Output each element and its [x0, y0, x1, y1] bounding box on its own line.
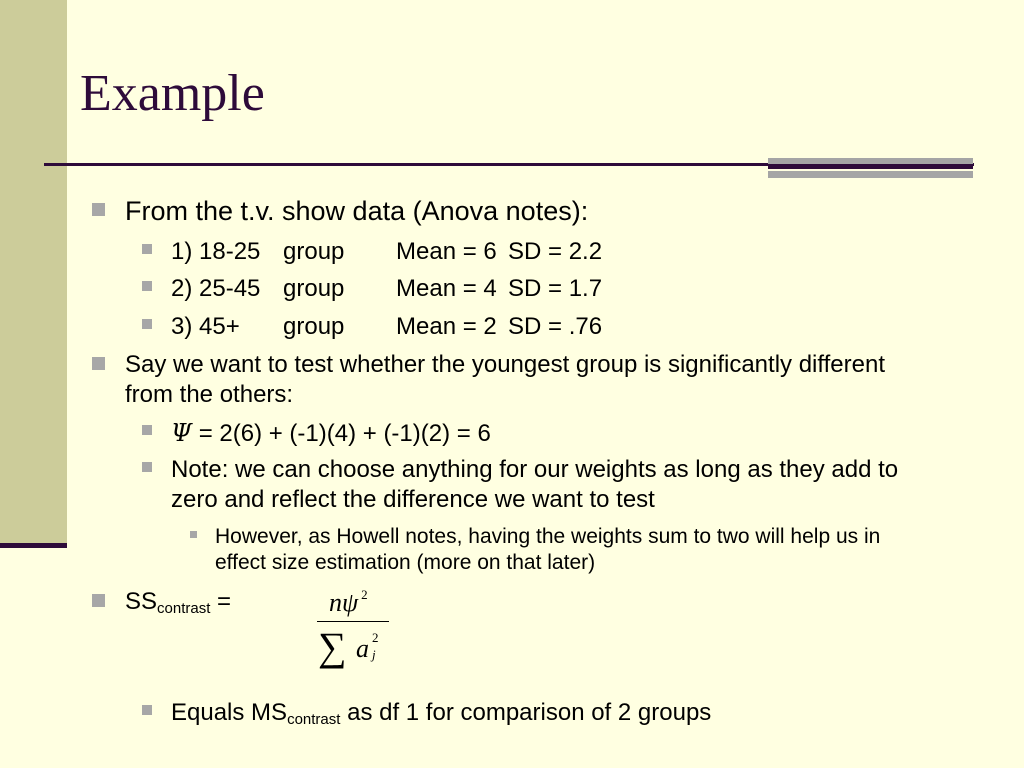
- psi-expression: = 2(6) + (-1)(4) + (-1)(2) = 6: [192, 420, 491, 447]
- equals-rest: as df 1 for comparison of 2 groups: [340, 699, 712, 726]
- group-mean: Mean = 2: [396, 313, 497, 340]
- group-mean: Mean = 6: [396, 238, 497, 265]
- ss-contrast-formula: [315, 585, 395, 673]
- bullet-square-icon: [142, 462, 152, 472]
- group-row-1: [142, 237, 602, 267]
- left-decorative-band: [0, 0, 67, 547]
- psi-symbol: Ψ: [171, 419, 193, 447]
- title-rule-accent: [768, 158, 973, 178]
- formula-n: n: [329, 588, 342, 617]
- slide-title: Example: [80, 65, 265, 122]
- formula-den-subscript: j: [372, 647, 376, 662]
- group-sd: SD = 1.7: [508, 275, 603, 302]
- bullet-text: From the t.v. show data (Anova notes):: [125, 196, 589, 226]
- bullet-square-icon: [92, 203, 105, 216]
- bullet-square-icon: [92, 357, 105, 370]
- group-label: 3) 45+: [171, 313, 240, 340]
- bullet-ss-contrast: [92, 587, 231, 617]
- group-sd: SD = .76: [508, 313, 603, 340]
- bullet-psi: [142, 418, 491, 449]
- group-word: group: [283, 313, 345, 340]
- accent-stripe: [768, 171, 973, 178]
- ss-contrast-text: [125, 587, 231, 617]
- group-row-3: [142, 312, 602, 342]
- bullet-text: However, as Howell notes, having the weights sum to two will help us in effect size estimation (more on that later): [215, 525, 881, 574]
- group-label: 2) 25-45: [171, 275, 261, 302]
- bullet-text: Note: we can choose anything for our weights as long as they add to zero and reflect the difference we want to test: [171, 456, 899, 513]
- accent-stripe: [768, 166, 973, 169]
- group-row-text: [171, 274, 602, 304]
- formula-psi: ψ: [342, 588, 359, 617]
- bullet-square-icon: [142, 705, 152, 715]
- group-row-text: [171, 237, 602, 267]
- equals-subscript: contrast: [287, 711, 341, 728]
- bullet-text: Say we want to test whether the youngest group is significantly different from the others:: [125, 351, 885, 408]
- ss-prefix: SS: [125, 588, 158, 615]
- group-sd: SD = 2.2: [508, 238, 603, 265]
- formula-sum-sign: ∑: [318, 624, 347, 669]
- bullet-square-icon: [142, 281, 152, 291]
- psi-equation: [171, 418, 491, 449]
- group-mean: Mean = 4: [396, 275, 497, 302]
- ss-subscript: contrast: [157, 600, 211, 617]
- accent-stripe: [768, 158, 973, 164]
- equals-prefix: Equals MS: [171, 699, 288, 726]
- bullet-square-icon: [92, 594, 105, 607]
- bullet-note: [142, 455, 911, 515]
- formula-den-exponent: 2: [372, 630, 379, 645]
- group-row-text: [171, 312, 602, 342]
- equals-ms-text: [171, 698, 711, 728]
- bullet-square-icon: [142, 244, 152, 254]
- formula-numerator: [329, 587, 368, 618]
- formula-a: a: [356, 634, 369, 663]
- bullet-say-we-want: [92, 350, 932, 410]
- ss-equals: =: [210, 588, 232, 615]
- bullet-however: [190, 524, 925, 576]
- fraction-bar: [317, 621, 389, 622]
- group-word: group: [283, 275, 345, 302]
- formula-num-exponent: 2: [361, 587, 368, 602]
- group-label: 1) 18-25: [171, 238, 261, 265]
- group-word: group: [283, 238, 345, 265]
- bullet-equals-ms: [142, 698, 711, 728]
- group-row-2: [142, 274, 602, 304]
- bullet-square-icon: [142, 319, 152, 329]
- left-band-underline: [0, 543, 67, 548]
- bullet-square-icon: [190, 531, 197, 538]
- bullet-square-icon: [142, 425, 152, 435]
- bullet-tv-show: [92, 196, 912, 227]
